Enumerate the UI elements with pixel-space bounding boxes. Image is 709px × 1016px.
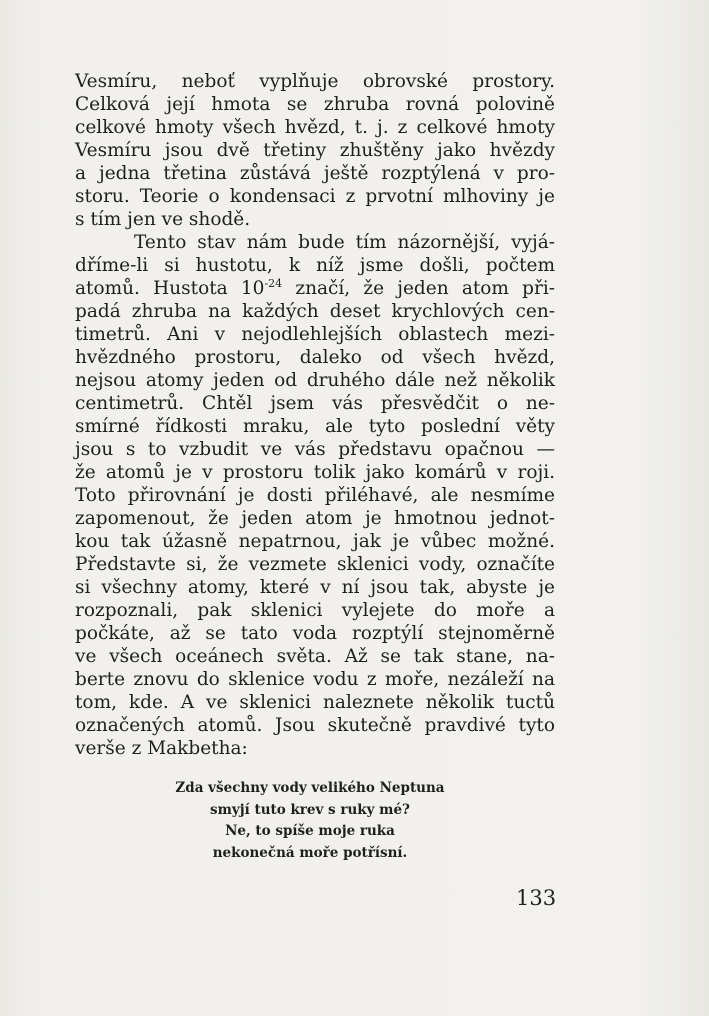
text-line: Celková její hmota se zhruba rovná polovině (75, 94, 555, 115)
text-line: smírné řídkosti mraku, ale tyto poslední věty (75, 416, 555, 437)
exponent: -24 (264, 277, 283, 290)
page-number: 133 (516, 886, 557, 910)
text-line: hvězdného prostoru, daleko od všech hvězd, (75, 347, 555, 368)
text-line: počkáte, až se tato voda rozptýlí stejnoměrně (75, 623, 555, 644)
text-line: Vesmíru jsou dvě třetiny zhuštěny jako hvězdy (75, 140, 555, 161)
text-line: zapomenout, že jeden atom je hmotnou jednot- (75, 508, 555, 529)
text-fragment: značí, že jeden atom při- (282, 278, 555, 299)
text-line: Představte si, že vezmete sklenici vody, označíte (75, 554, 555, 575)
text-line: tom, kde. A ve sklenici naleznete několik tuctů (75, 692, 555, 713)
text-line: jsou s to vzbudit ve vás představu opačnou — (75, 439, 555, 460)
text-line: centimetrů. Chtěl jsem vás přesvědčit o ne- (75, 393, 555, 414)
text-line: storu. Teorie o kondensaci z prvotní mlhoviny je (75, 186, 555, 207)
text-line: ve všech oceánech světa. Až se tak stane, na- (75, 646, 555, 667)
text-line: a jedna třetina zůstává ještě rozptýlená v pro- (75, 163, 555, 184)
poem-line: Zda všechny vody velikého Neptuna (175, 780, 445, 796)
text-line: berte znovu do sklenice vodu z moře, nezáleží na (75, 669, 555, 690)
text-line: rozpoznali, pak sklenici vylejete do moře a (75, 600, 555, 621)
text-line: celkové hmoty všech hvězd, t. j. z celkové hmoty (75, 117, 555, 138)
text-line: verše z Makbetha: (75, 738, 248, 759)
text-line: timetrů. Ani v nejodlehlejších oblastech mezi- (75, 324, 555, 345)
text-line: dříme-li si hustotu, k níž jsme došli, počtem (75, 255, 555, 276)
poem-quote (140, 778, 480, 864)
poem-line: Ne, to spíše moje ruka (225, 823, 395, 839)
text-line: si všechny atomy, které v ní jsou tak, abyste je (75, 577, 555, 598)
text-line: Toto přirovnání je dosti přiléhavé, ale nesmíme (75, 485, 555, 506)
text-line: Tento stav nám bude tím názornější, vyjá- (134, 232, 555, 253)
body-text (75, 70, 555, 760)
text-line: označených atomů. Jsou skutečně pravdivé tyto (75, 715, 555, 736)
text-line: že atomů je v prostoru tolik jako komárů v roji. (75, 462, 555, 483)
text-line: s tím jen ve shodě. (75, 209, 251, 230)
text-line: Vesmíru, neboť vyplňuje obrovské prostory. (75, 71, 555, 92)
text-line: kou tak úžasně nepatrnou, jak je vůbec možné. (75, 531, 555, 552)
text-line-with-exponent (75, 277, 555, 300)
poem-line: nekonečná moře potřísní. (212, 844, 408, 861)
text-line: padá zhruba na každých deset krychlových cen- (75, 301, 555, 322)
text-fragment: atomů. Hustota 10 (75, 278, 265, 299)
poem-line: smyjí tuto krev s ruky mé? (210, 801, 410, 818)
text-line: nejsou atomy jeden od druhého dále než několik (75, 370, 555, 391)
